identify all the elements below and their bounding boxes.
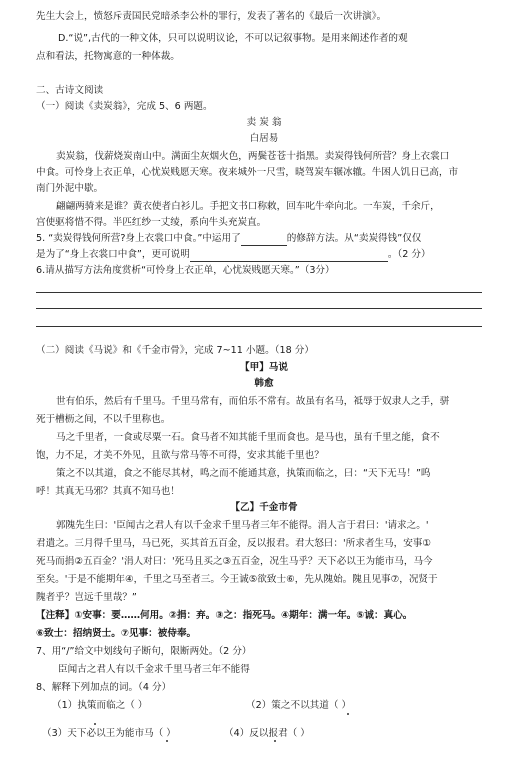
- answer-blank[interactable]: [190, 261, 388, 262]
- question-8-item-1: （1）执策而临之（ ）: [52, 700, 148, 711]
- passage-yi-title: 【乙】千金市骨: [230, 502, 298, 513]
- subsection-heading: （二）阅读《马说》和《千金市骨》，完成 7~11 小题。（18 分）: [36, 345, 314, 356]
- question-text: 。（2 分）: [387, 249, 431, 260]
- text-line: 先生大会上，愤怒斥责国民党暗杀李公朴的罪行，发表了著名的《最后一次讲演》。: [36, 11, 387, 22]
- emphasis-dot: [94, 723, 96, 725]
- passage-jia-title: 【甲】马说: [240, 362, 288, 373]
- question-6: 6.请从描写方法角度赏析“可怜身上衣正单，心忧炭贱愿天寒。”（3分）: [36, 265, 335, 276]
- poem-line: 翩翩两骑来是谁？黄衣使者白衫儿。手把文书口称敕，回车叱牛牵向北。一车炭，千余斤，: [56, 201, 440, 212]
- poem-line: 卖炭翁，伐薪烧炭南山中。满面尘灰烟火色，两鬓苍苍十指黑。卖炭得钱何所营？身上衣裳口: [56, 151, 450, 162]
- section-heading: 二、古诗文阅读: [36, 85, 104, 96]
- passage-line: 世有伯乐，然后有千里马。千里马常有，而伯乐不常有。故虽有名马，祗辱于奴隶人之手，骈: [56, 396, 450, 407]
- question-7: 7、用“/”给文中划线句子断句，限断两处。（2 分）: [36, 646, 252, 657]
- question-8: 8、解释下列加点的词。（4 分）: [36, 682, 172, 693]
- question-5-line1: [36, 232, 498, 246]
- question-text: 是为了“身上衣裳口中食”，更可说明: [36, 249, 190, 260]
- answer-line[interactable]: [36, 326, 482, 327]
- text-line: D.“说”,古代的一种文体，只可以说明议论，不可以记叙事物。是用来阐述作者的观: [58, 33, 408, 44]
- passage-line: 郭隗先生曰：'臣闻古之君人有以千金求千里马者三年不能得。涓人言于君曰：'请求之。': [56, 520, 429, 531]
- passage-line: 策之不以其道，食之不能尽其材，鸣之而不能通其意，执策而临之，曰：“天下无马！”呜: [56, 468, 431, 479]
- passage-line: 死于槽枥之间，不以千里称也。: [36, 414, 171, 425]
- poem-line: 宫使驱将惜不得。半匹红纱一丈绫，系向牛头充炭直。: [36, 217, 267, 228]
- question-text: 5. “卖炭得钱何所营?身上衣裳口中食。”中运用了: [36, 233, 241, 244]
- text-line: 点和看法，托物寓意的一种体裁。: [36, 51, 180, 62]
- poem-title: 卖 炭 翁: [246, 117, 282, 128]
- answer-line[interactable]: [36, 308, 482, 309]
- passage-line: 死马而捐②五百金？'涓人对曰：'死马且买之③五百金，况生马乎？天下必以王为能市马，马今: [36, 556, 433, 567]
- question-8-item-3: （3）天下必以王为能市马（ ）: [42, 728, 176, 739]
- emphasis-dot: [274, 740, 276, 742]
- poem-author: 白居易: [249, 133, 279, 144]
- question-8-item-4: （4）反以报君（ ）: [224, 728, 310, 739]
- passage-line: 马之千里者，一食或尽粟一石。食马者不知其能千里而食也。是马也，虽有千里之能，食不: [56, 432, 440, 443]
- question-8-item-2: （2）策之不以其道（ ）: [246, 700, 352, 711]
- question-5-line2: [36, 248, 498, 262]
- emphasis-dot: [347, 713, 349, 715]
- notes: ⑥致士：招纳贤士。⑦见事：被侍奉。: [36, 628, 197, 639]
- emphasis-dot: [166, 740, 168, 742]
- question-7-sentence: 臣闻古之君人有以千金求千里马者三年不能得: [58, 664, 250, 675]
- passage-line: 至矣。'于是不能期年④，千里之马至者三。今王诚⑤欲致士⑥，先从隗始。隗且见事⑦，况贤于: [36, 574, 438, 585]
- passage-line: 饱，力不足，才美不外见，且欲与常马等不可得，安求其能千里也？: [36, 450, 324, 461]
- answer-blank[interactable]: [241, 245, 287, 246]
- poem-line: 中食。可怜身上衣正单，心忧炭贱愿天寒。夜来城外一尺雪，晓驾炭车辗冰辙。牛困人饥日已高，市: [36, 167, 459, 178]
- passage-line: 隗者乎？岂远千里哉？”: [36, 592, 137, 603]
- notes: 【注释】①安事：要……何用。②捐：弃。③之：指死马。④期年：满一年。⑤诚：真心。: [36, 610, 413, 621]
- passage-line: 呼！其真无马邪？其真不知马也！: [36, 486, 180, 497]
- question-text: 的修辞方法。从“卖炭得钱”仅仅: [286, 233, 422, 244]
- subsection-heading: （一）阅读《卖炭翁》，完成 5、6 两题。: [36, 101, 213, 112]
- passage-line: 君遣之。三月得千里马，马已死，买其首五百金，反以报君。君大怒曰：'所求者生马，安事①: [36, 538, 431, 549]
- passage-jia-author: 韩愈: [254, 378, 274, 389]
- poem-line: 南门外泥中歇。: [36, 183, 104, 194]
- answer-line[interactable]: [36, 292, 482, 293]
